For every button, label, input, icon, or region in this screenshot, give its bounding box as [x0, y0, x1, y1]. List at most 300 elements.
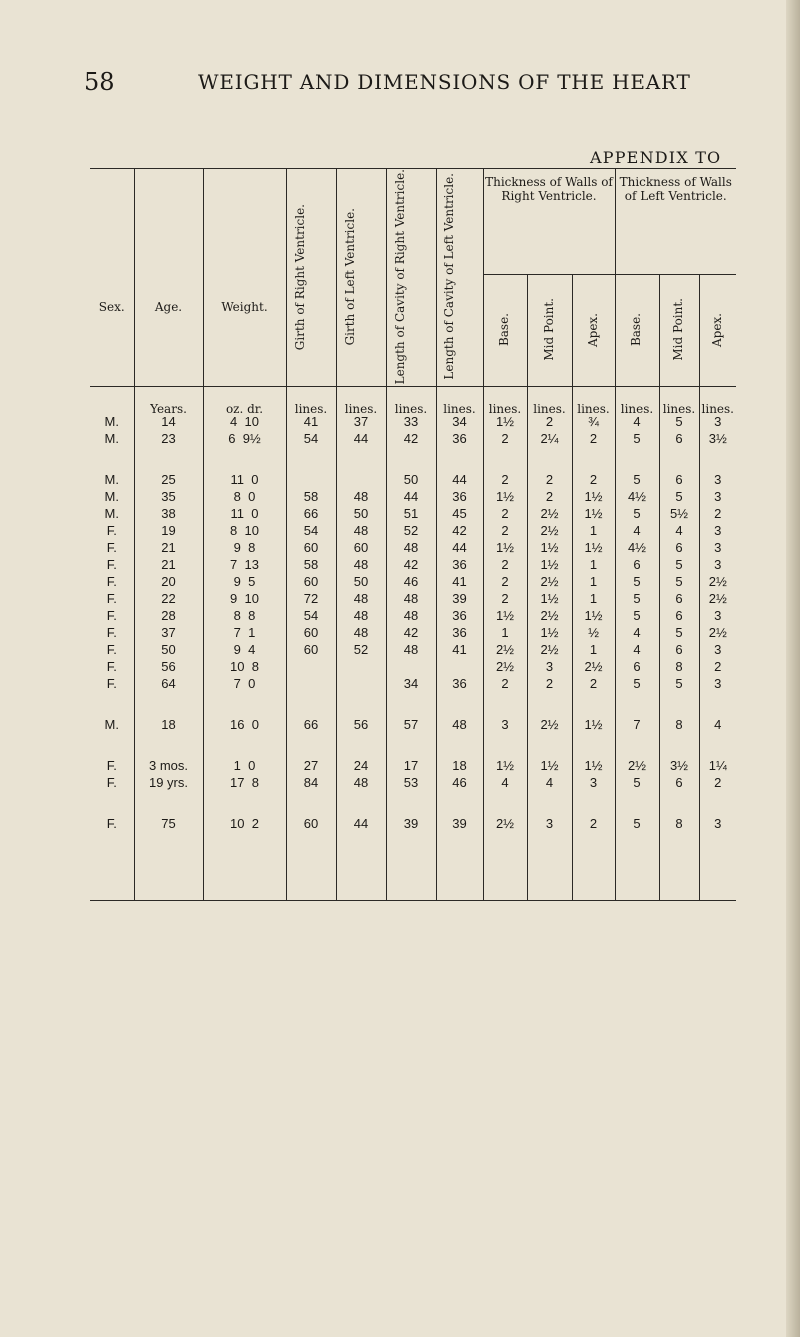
table-cell: 50	[336, 507, 386, 524]
table-cell: F.	[106, 608, 117, 624]
col-left-mid: Mid Point.	[659, 274, 699, 387]
table-cell: M.	[104, 489, 119, 505]
table-cell: 39	[386, 817, 436, 834]
table-cell: 3½	[699, 432, 736, 449]
table-cell: 4½	[615, 490, 659, 507]
table-cell: 1	[572, 592, 615, 609]
table-cell: M.	[104, 414, 119, 430]
table-cell: 35	[134, 490, 203, 507]
table-cell: 9 10	[203, 592, 286, 609]
table-cell: 51	[386, 507, 436, 524]
table-cell: 6	[615, 660, 659, 677]
table-cell: 6	[659, 592, 699, 609]
col-length-cavity-left: Length of Cavity of Left Ventricle.	[436, 169, 483, 387]
table-cell: 4	[659, 524, 699, 541]
col-weight: Weight.	[203, 169, 286, 387]
table-cell: 2½	[615, 759, 659, 776]
table-cell: 56	[134, 660, 203, 677]
table-cell	[386, 660, 436, 677]
table-cell: 1½	[572, 718, 615, 735]
col-girth-right: Girth of Right Ventricle.	[286, 169, 336, 387]
table-cell: 60	[286, 643, 336, 660]
col-length-cavity-right: Length of Cavity of Right Ventricle.	[386, 169, 436, 387]
table-cell: 34	[386, 677, 436, 694]
table-row	[90, 524, 736, 541]
table-cell: 5½	[659, 507, 699, 524]
group-spacer	[90, 694, 736, 718]
table-row	[90, 592, 736, 609]
table-cell: 2	[527, 473, 572, 490]
col-left-apex: Apex.	[699, 274, 736, 387]
table-cell: 5	[615, 575, 659, 592]
table-cell: 50	[134, 643, 203, 660]
unit-cell: lines.	[659, 387, 699, 416]
table-cell: 36	[436, 609, 483, 626]
table-cell: 46	[386, 575, 436, 592]
table-cell: 2	[527, 677, 572, 694]
table-cell: 2½	[527, 643, 572, 660]
table-cell: 41	[286, 415, 336, 432]
table-cell: 2	[572, 432, 615, 449]
unit-cell: lines.	[615, 387, 659, 416]
table-cell: 5	[659, 626, 699, 643]
table-row	[90, 490, 736, 507]
table-cell: 18	[436, 759, 483, 776]
table-row	[90, 718, 736, 735]
table-cell: M.	[104, 431, 119, 447]
table-cell: 6	[659, 432, 699, 449]
table-cell: 48	[436, 718, 483, 735]
table-cell: 5	[659, 415, 699, 432]
table-cell: 3	[527, 817, 572, 834]
table-cell: 7 0	[203, 677, 286, 694]
table-cell: 44	[336, 817, 386, 834]
group-right-ventricle: Thickness of Walls of Right Ventricle.	[483, 169, 615, 275]
table-cell: 2	[483, 575, 527, 592]
table-row	[90, 432, 736, 449]
table-cell: 3½	[659, 759, 699, 776]
table-row	[90, 558, 736, 575]
unit-cell: lines.	[483, 387, 527, 416]
table-cell: 3	[699, 415, 736, 432]
table-cell: 2	[483, 524, 527, 541]
table-cell: 1½	[572, 490, 615, 507]
table-cell: 1	[483, 626, 527, 643]
unit-cell: lines.	[436, 387, 483, 416]
table-cell: 42	[386, 558, 436, 575]
table-cell: 44	[436, 541, 483, 558]
table-cell: 1½	[483, 490, 527, 507]
table-cell: 6	[659, 541, 699, 558]
table-cell: 9 8	[203, 541, 286, 558]
table-cell: F.	[106, 758, 117, 774]
table-cell: 2	[572, 473, 615, 490]
table-cell: F.	[106, 642, 117, 658]
table-row	[90, 626, 736, 643]
table-cell: 2	[527, 415, 572, 432]
table-cell: 8 10	[203, 524, 286, 541]
table-cell: 52	[386, 524, 436, 541]
table-cell: F.	[106, 816, 117, 832]
table-cell: 8	[659, 660, 699, 677]
table-row	[90, 415, 736, 432]
table-cell: 3	[699, 609, 736, 626]
table-row	[90, 473, 736, 490]
table-cell	[286, 677, 336, 694]
table-cell: 19 yrs.	[134, 776, 203, 793]
table-cell: 37	[134, 626, 203, 643]
table-cell: 37	[336, 415, 386, 432]
section-heading: APPENDIX TO	[590, 148, 722, 167]
table-cell: 3	[699, 473, 736, 490]
table-cell: 36	[436, 677, 483, 694]
table-cell: 3	[699, 558, 736, 575]
table-cell: 48	[336, 592, 386, 609]
table-cell: 2	[527, 490, 572, 507]
table-cell: M.	[104, 472, 119, 488]
table-cell: 3	[699, 541, 736, 558]
table-cell: 5	[615, 432, 659, 449]
table-row	[90, 643, 736, 660]
table-cell: 5	[615, 776, 659, 793]
table-cell: 22	[134, 592, 203, 609]
unit-cell: lines.	[699, 387, 736, 416]
table-cell: 1½	[527, 541, 572, 558]
table-cell: 1	[572, 558, 615, 575]
table-cell: 9 4	[203, 643, 286, 660]
table-row	[90, 817, 736, 834]
table-cell: 3 mos.	[134, 759, 203, 776]
table-cell: 2½	[527, 507, 572, 524]
table-cell: 2½	[699, 575, 736, 592]
table-cell: F.	[106, 775, 117, 791]
table-cell: 4	[615, 643, 659, 660]
table-cell: 1	[572, 524, 615, 541]
table-row	[90, 609, 736, 626]
table-cell: 4½	[615, 541, 659, 558]
table-cell: 48	[336, 558, 386, 575]
table-cell: M.	[104, 506, 119, 522]
table-cell: 58	[286, 558, 336, 575]
table-cell: 3	[699, 643, 736, 660]
table-cell: F.	[106, 557, 117, 573]
table-cell: 6	[615, 558, 659, 575]
table-cell: 1½	[572, 541, 615, 558]
table-cell: 16 0	[203, 718, 286, 735]
table-cell: 3	[699, 524, 736, 541]
table-cell: 5	[659, 575, 699, 592]
table-cell: 2	[483, 473, 527, 490]
unit-cell	[90, 387, 134, 416]
group-spacer	[90, 793, 736, 817]
table-cell: 1½	[527, 759, 572, 776]
table-cell: 2½	[527, 575, 572, 592]
table-row	[90, 677, 736, 694]
table-cell: 24	[336, 759, 386, 776]
table-cell: 3	[699, 490, 736, 507]
table-cell: 5	[659, 558, 699, 575]
table-cell: 5	[615, 609, 659, 626]
table-cell: 60	[286, 817, 336, 834]
table-cell: 10 2	[203, 817, 286, 834]
table-cell: F.	[106, 523, 117, 539]
table-cell: ¾	[572, 415, 615, 432]
table-cell: 60	[286, 541, 336, 558]
table-cell: 7 13	[203, 558, 286, 575]
page-edge	[786, 0, 800, 1337]
table-cell: 60	[286, 575, 336, 592]
table-cell: 9 5	[203, 575, 286, 592]
table-cell: 42	[386, 432, 436, 449]
table-cell	[436, 660, 483, 677]
table-cell: 84	[286, 776, 336, 793]
table-cell: 42	[436, 524, 483, 541]
table-cell: 4	[699, 718, 736, 735]
table-cell: 7 1	[203, 626, 286, 643]
table-cell: 25	[134, 473, 203, 490]
table-cell: 6	[659, 643, 699, 660]
table-cell: 2½	[572, 660, 615, 677]
table-cell: M.	[104, 717, 119, 733]
table-cell: 50	[336, 575, 386, 592]
table-cell: 4 10	[203, 415, 286, 432]
table-cell: F.	[106, 574, 117, 590]
table-cell: 3	[483, 718, 527, 735]
table-cell: 48	[386, 592, 436, 609]
table-cell: 54	[286, 609, 336, 626]
table-cell: 2½	[483, 643, 527, 660]
table-cell: 4	[483, 776, 527, 793]
table-cell: 6	[659, 473, 699, 490]
table-cell: 45	[436, 507, 483, 524]
col-age: Age.	[134, 169, 203, 387]
table-cell: 20	[134, 575, 203, 592]
col-sex: Sex.	[90, 169, 134, 387]
table-cell: 48	[336, 490, 386, 507]
heart-dimensions-table	[90, 168, 736, 901]
table-cell: 8 8	[203, 609, 286, 626]
table-cell: 2	[699, 660, 736, 677]
table-cell: 48	[386, 609, 436, 626]
table-cell: 72	[286, 592, 336, 609]
table-cell: 1½	[572, 609, 615, 626]
group-left-ventricle: Thickness of Walls of Left Ventricle.	[615, 169, 736, 275]
table-cell	[286, 660, 336, 677]
table-cell: 36	[436, 626, 483, 643]
group-spacer	[90, 449, 736, 473]
table-cell: 38	[134, 507, 203, 524]
col-left-base: Base.	[615, 274, 659, 387]
table-cell: 1½	[527, 592, 572, 609]
table-cell: 17	[386, 759, 436, 776]
table-cell: 64	[134, 677, 203, 694]
table-cell: 36	[436, 558, 483, 575]
table-cell: 39	[436, 592, 483, 609]
table-row	[90, 575, 736, 592]
table-cell: 8 0	[203, 490, 286, 507]
table-cell: 8	[659, 718, 699, 735]
table-cell: 48	[336, 626, 386, 643]
table-cell: 2¼	[527, 432, 572, 449]
table-cell: 48	[336, 776, 386, 793]
table-cell: 1½	[572, 759, 615, 776]
table-cell: 54	[286, 432, 336, 449]
table-cell: 41	[436, 575, 483, 592]
table-cell: 2	[483, 677, 527, 694]
table-cell: 1½	[483, 415, 527, 432]
table-cell: 44	[436, 473, 483, 490]
col-girth-left: Girth of Left Ventricle.	[336, 169, 386, 387]
table-cell: 33	[386, 415, 436, 432]
table-cell: 3	[527, 660, 572, 677]
table-cell: F.	[106, 659, 117, 675]
table-cell: 4	[615, 626, 659, 643]
table-cell: 48	[336, 609, 386, 626]
table-cell: 10 8	[203, 660, 286, 677]
col-right-apex: Apex.	[572, 274, 615, 387]
table-cell: 2	[572, 817, 615, 834]
table-cell: 6	[659, 609, 699, 626]
table-cell: 6	[659, 776, 699, 793]
table-row	[90, 776, 736, 793]
running-head: WEIGHT AND DIMENSIONS OF THE HEART	[198, 70, 691, 94]
col-right-mid: Mid Point.	[527, 274, 572, 387]
table-cell: 5	[615, 592, 659, 609]
table-cell: 48	[386, 643, 436, 660]
table-cell: 4	[615, 415, 659, 432]
table-cell: 6 9½	[203, 432, 286, 449]
table-cell: 3	[699, 817, 736, 834]
unit-cell: lines.	[386, 387, 436, 416]
col-right-base: Base.	[483, 274, 527, 387]
table-cell: 58	[286, 490, 336, 507]
unit-cell: lines.	[572, 387, 615, 416]
table-cell: 18	[134, 718, 203, 735]
unit-cell: lines.	[336, 387, 386, 416]
table-cell: 48	[386, 541, 436, 558]
table-row	[90, 507, 736, 524]
table-cell: 5	[659, 677, 699, 694]
table-cell: F.	[106, 625, 117, 641]
table-cell: 48	[336, 524, 386, 541]
table-cell: 11 0	[203, 507, 286, 524]
table-cell: 21	[134, 541, 203, 558]
table-cell: 44	[386, 490, 436, 507]
table-cell: F.	[106, 540, 117, 556]
table-cell	[336, 473, 386, 490]
table-cell: 3	[699, 677, 736, 694]
table-cell: 1½	[483, 541, 527, 558]
table-cell: 75	[134, 817, 203, 834]
table-cell: 8	[659, 817, 699, 834]
unit-cell: oz. dr.	[203, 387, 286, 416]
table-cell: 1 0	[203, 759, 286, 776]
table-cell: 1½	[527, 558, 572, 575]
table-cell: 46	[436, 776, 483, 793]
table-row	[90, 541, 736, 558]
table-cell: 19	[134, 524, 203, 541]
table-cell: 52	[336, 643, 386, 660]
table-cell: 5	[615, 507, 659, 524]
table-cell: 5	[659, 490, 699, 507]
table-cell: 21	[134, 558, 203, 575]
table-cell: 27	[286, 759, 336, 776]
table-cell: 36	[436, 490, 483, 507]
table-cell: 5	[615, 473, 659, 490]
table-cell: 42	[386, 626, 436, 643]
table-cell: 60	[286, 626, 336, 643]
table-cell	[286, 473, 336, 490]
table-cell: 44	[336, 432, 386, 449]
table-cell: 28	[134, 609, 203, 626]
table-bottom-space	[90, 834, 736, 901]
unit-cell: Years.	[134, 387, 203, 416]
table-cell: 7	[615, 718, 659, 735]
table-row	[90, 759, 736, 776]
table-cell: 2½	[483, 660, 527, 677]
table-cell: 1½	[527, 626, 572, 643]
table-cell: 2½	[483, 817, 527, 834]
page-number: 58	[84, 68, 115, 96]
table-cell: 23	[134, 432, 203, 449]
group-spacer	[90, 735, 736, 759]
table-cell: 3	[572, 776, 615, 793]
table-cell: 41	[436, 643, 483, 660]
table-cell: 11 0	[203, 473, 286, 490]
table-cell: 60	[336, 541, 386, 558]
table-cell: F.	[106, 591, 117, 607]
table-cell: 14	[134, 415, 203, 432]
table-cell: F.	[106, 676, 117, 692]
table-cell: 1½	[483, 759, 527, 776]
table-cell: 2½	[699, 626, 736, 643]
table-cell: 2½	[527, 524, 572, 541]
table-cell: 34	[436, 415, 483, 432]
table-cell: 50	[386, 473, 436, 490]
table-cell: 5	[615, 677, 659, 694]
table-cell: 2	[699, 507, 736, 524]
table-body	[90, 387, 736, 901]
table-cell: 1½	[572, 507, 615, 524]
table-cell: 2½	[527, 718, 572, 735]
units-row	[90, 387, 736, 416]
table-cell: 1½	[483, 609, 527, 626]
table-cell: 2	[699, 776, 736, 793]
unit-cell: lines.	[286, 387, 336, 416]
table-cell: 54	[286, 524, 336, 541]
table-cell: 57	[386, 718, 436, 735]
table-cell: 2½	[699, 592, 736, 609]
table-cell: 39	[436, 817, 483, 834]
table-cell: 2	[572, 677, 615, 694]
table-cell: 56	[336, 718, 386, 735]
table-cell: 2	[483, 432, 527, 449]
table-cell: 2	[483, 592, 527, 609]
table-cell: 2	[483, 558, 527, 575]
table-cell: 17 8	[203, 776, 286, 793]
unit-cell: lines.	[527, 387, 572, 416]
table-cell: 2½	[527, 609, 572, 626]
table-cell: 53	[386, 776, 436, 793]
table-cell: 1¼	[699, 759, 736, 776]
table-cell	[336, 660, 386, 677]
table-cell	[336, 677, 386, 694]
table-cell: 1	[572, 643, 615, 660]
table-cell: 66	[286, 507, 336, 524]
table-cell: 36	[436, 432, 483, 449]
table-cell: 4	[527, 776, 572, 793]
table-cell: 2	[483, 507, 527, 524]
